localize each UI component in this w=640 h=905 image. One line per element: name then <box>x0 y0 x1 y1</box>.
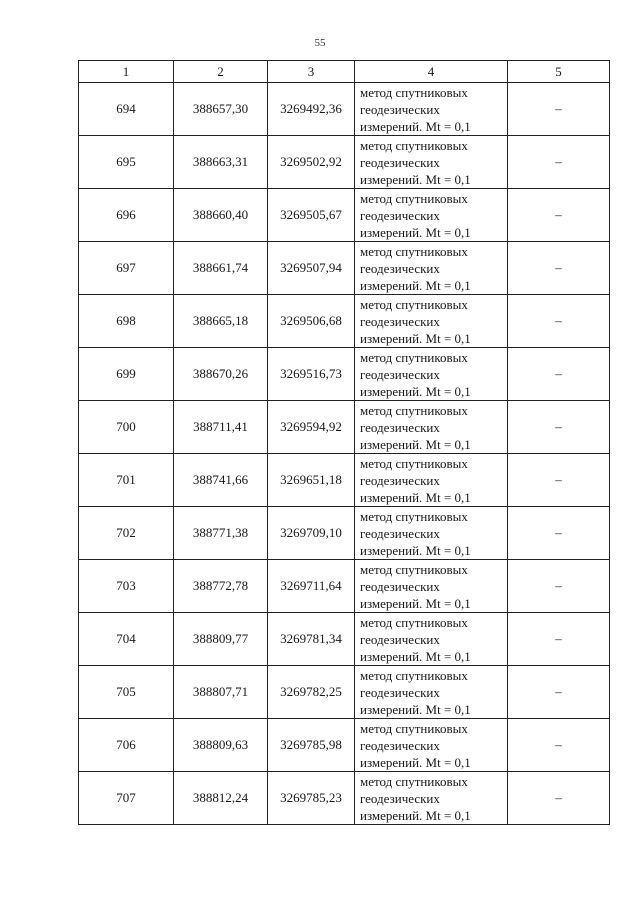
note-cell: – <box>508 666 610 719</box>
method-cell <box>355 348 508 401</box>
note-cell: – <box>508 348 610 401</box>
table-row <box>79 613 610 666</box>
y-coordinate-cell: 3269781,34 <box>268 613 355 666</box>
method-line: геодезических <box>360 631 440 647</box>
method-cell <box>355 83 508 136</box>
method-line: геодезических <box>360 313 440 329</box>
point-number-cell: 697 <box>79 242 174 295</box>
y-coordinate-cell: 3269711,64 <box>268 560 355 613</box>
method-line: метод спутниковых <box>360 296 468 312</box>
method-line: измерений. Mt = 0,1 <box>360 807 471 823</box>
method-line: метод спутниковых <box>360 561 468 577</box>
method-line: метод спутниковых <box>360 137 468 153</box>
x-coordinate-cell: 388660,40 <box>174 189 268 242</box>
method-line: измерений. Mt = 0,1 <box>360 330 471 346</box>
point-number-cell: 707 <box>79 772 174 825</box>
method-cell <box>355 666 508 719</box>
x-coordinate-cell: 388772,78 <box>174 560 268 613</box>
point-number-cell: 694 <box>79 83 174 136</box>
x-coordinate-cell: 388711,41 <box>174 401 268 454</box>
method-line: геодезических <box>360 366 440 382</box>
method-cell <box>355 189 508 242</box>
method-line: геодезических <box>360 578 440 594</box>
method-cell <box>355 136 508 189</box>
method-cell <box>355 401 508 454</box>
method-cell <box>355 772 508 825</box>
x-coordinate-cell: 388771,38 <box>174 507 268 560</box>
note-cell: – <box>508 560 610 613</box>
method-line: геодезических <box>360 419 440 435</box>
point-number-cell: 701 <box>79 454 174 507</box>
page-number: 55 <box>314 37 326 49</box>
x-coordinate-cell: 388809,63 <box>174 719 268 772</box>
y-coordinate-cell: 3269502,92 <box>268 136 355 189</box>
y-coordinate-cell: 3269507,94 <box>268 242 355 295</box>
method-line: метод спутниковых <box>360 508 468 524</box>
method-line: метод спутниковых <box>360 84 468 100</box>
y-coordinate-cell: 3269785,23 <box>268 772 355 825</box>
method-line: измерений. Mt = 0,1 <box>360 118 471 134</box>
x-coordinate-cell: 388663,31 <box>174 136 268 189</box>
method-line: геодезических <box>360 737 440 753</box>
method-line: измерений. Mt = 0,1 <box>360 436 471 452</box>
point-number-cell: 696 <box>79 189 174 242</box>
point-number-cell: 706 <box>79 719 174 772</box>
method-line: метод спутниковых <box>360 243 468 259</box>
method-line: измерений. Mt = 0,1 <box>360 648 471 664</box>
method-cell <box>355 454 508 507</box>
method-line: измерений. Mt = 0,1 <box>360 701 471 717</box>
method-line: измерений. Mt = 0,1 <box>360 595 471 611</box>
method-line: геодезических <box>360 260 440 276</box>
table-row <box>79 242 610 295</box>
method-line: метод спутниковых <box>360 720 468 736</box>
note-cell: – <box>508 401 610 454</box>
note-cell: – <box>508 242 610 295</box>
x-coordinate-cell: 388812,24 <box>174 772 268 825</box>
header-col-2: 2 <box>174 61 268 83</box>
method-cell <box>355 560 508 613</box>
method-line: геодезических <box>360 525 440 541</box>
y-coordinate-cell: 3269594,92 <box>268 401 355 454</box>
y-coordinate-cell: 3269492,36 <box>268 83 355 136</box>
method-line: метод спутниковых <box>360 667 468 683</box>
note-cell: – <box>508 136 610 189</box>
method-line: метод спутниковых <box>360 773 468 789</box>
point-number-cell: 699 <box>79 348 174 401</box>
method-line: геодезических <box>360 154 440 170</box>
x-coordinate-cell: 388809,77 <box>174 613 268 666</box>
method-line: геодезических <box>360 207 440 223</box>
x-coordinate-cell: 388670,26 <box>174 348 268 401</box>
method-line: метод спутниковых <box>360 190 468 206</box>
method-line: измерений. Mt = 0,1 <box>360 171 471 187</box>
method-line: геодезических <box>360 101 440 117</box>
y-coordinate-cell: 3269709,10 <box>268 507 355 560</box>
method-line: измерений. Mt = 0,1 <box>360 754 471 770</box>
point-number-cell: 702 <box>79 507 174 560</box>
point-number-cell: 698 <box>79 295 174 348</box>
method-cell <box>355 507 508 560</box>
header-col-4: 4 <box>355 61 508 83</box>
y-coordinate-cell: 3269782,25 <box>268 666 355 719</box>
table-row <box>79 666 610 719</box>
table-row <box>79 454 610 507</box>
y-coordinate-cell: 3269505,67 <box>268 189 355 242</box>
method-line: метод спутниковых <box>360 349 468 365</box>
method-line: метод спутниковых <box>360 614 468 630</box>
y-coordinate-cell: 3269506,68 <box>268 295 355 348</box>
header-col-5: 5 <box>508 61 610 83</box>
note-cell: – <box>508 189 610 242</box>
table-header-row <box>79 61 610 83</box>
note-cell: – <box>508 719 610 772</box>
method-cell <box>355 613 508 666</box>
point-number-cell: 703 <box>79 560 174 613</box>
header-col-3: 3 <box>268 61 355 83</box>
table-row <box>79 295 610 348</box>
method-line: метод спутниковых <box>360 402 468 418</box>
method-line: измерений. Mt = 0,1 <box>360 277 471 293</box>
note-cell: – <box>508 83 610 136</box>
method-line: измерений. Mt = 0,1 <box>360 383 471 399</box>
table-row <box>79 772 610 825</box>
method-line: геодезических <box>360 790 440 806</box>
table-row <box>79 507 610 560</box>
note-cell: – <box>508 507 610 560</box>
table-row <box>79 348 610 401</box>
y-coordinate-cell: 3269785,98 <box>268 719 355 772</box>
note-cell: – <box>508 613 610 666</box>
note-cell: – <box>508 454 610 507</box>
table-row <box>79 719 610 772</box>
x-coordinate-cell: 388657,30 <box>174 83 268 136</box>
method-line: измерений. Mt = 0,1 <box>360 542 471 558</box>
method-line: метод спутниковых <box>360 455 468 471</box>
point-number-cell: 695 <box>79 136 174 189</box>
table-row <box>79 83 610 136</box>
point-number-cell: 704 <box>79 613 174 666</box>
x-coordinate-cell: 388661,74 <box>174 242 268 295</box>
method-cell <box>355 719 508 772</box>
note-cell: – <box>508 772 610 825</box>
table-body <box>79 83 610 825</box>
header-col-1: 1 <box>79 61 174 83</box>
point-number-cell: 700 <box>79 401 174 454</box>
method-line: геодезических <box>360 684 440 700</box>
table-row <box>79 136 610 189</box>
x-coordinate-cell: 388741,66 <box>174 454 268 507</box>
point-number-cell: 705 <box>79 666 174 719</box>
method-line: измерений. Mt = 0,1 <box>360 489 471 505</box>
coordinates-table <box>78 60 610 825</box>
method-line: геодезических <box>360 472 440 488</box>
table-row <box>79 560 610 613</box>
method-cell <box>355 242 508 295</box>
method-line: измерений. Mt = 0,1 <box>360 224 471 240</box>
y-coordinate-cell: 3269651,18 <box>268 454 355 507</box>
table-row <box>79 189 610 242</box>
table-row <box>79 401 610 454</box>
method-cell <box>355 295 508 348</box>
note-cell: – <box>508 295 610 348</box>
y-coordinate-cell: 3269516,73 <box>268 348 355 401</box>
x-coordinate-cell: 388807,71 <box>174 666 268 719</box>
x-coordinate-cell: 388665,18 <box>174 295 268 348</box>
